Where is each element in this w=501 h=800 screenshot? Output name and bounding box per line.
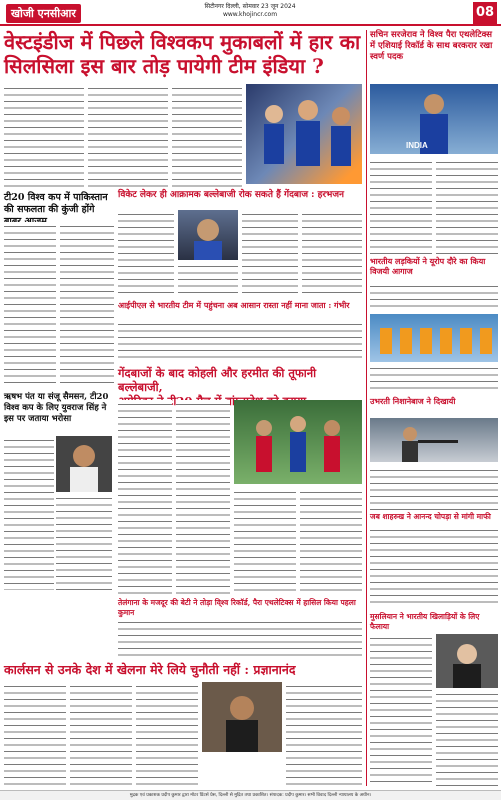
luisitian-figure [436, 634, 498, 688]
kohli-photo [234, 400, 362, 484]
shahrukh-body [370, 526, 498, 608]
pragg-photo [202, 682, 282, 752]
pak-body-col1 [4, 222, 56, 386]
sachin-body-col1 [370, 158, 432, 254]
luisitian-body-col2 [436, 690, 498, 786]
luisitian-photo [436, 634, 498, 688]
shooting-photo [370, 418, 498, 462]
pak-body-col2 [60, 222, 114, 386]
wicket-body-col3 [242, 210, 298, 296]
lead-headline-line2: सिलसिला इस बार तोड़ पायेगी टीम इंडिया ? [4, 54, 324, 78]
sachin-body-col2 [436, 158, 498, 254]
kohli-body-col1 [118, 400, 172, 596]
hockey-body-col2 [370, 364, 498, 394]
right-column-divider [366, 30, 367, 786]
carlsen-body-col4 [286, 682, 362, 786]
lead-headline [4, 30, 362, 78]
ipl-headline: आईपीएल से भारतीय टीम में पहुंचना अब आसान रास्ता नहीं माना जाता : गंभीर [118, 300, 350, 310]
carlsen-body-col1 [4, 682, 66, 786]
lead-photo-players [246, 84, 362, 184]
luisitian-headline: मुसलियान ने भारतीय खिलाड़ियों के लिए फैलाया [370, 612, 480, 631]
sachin-photo-caption: INDIA [406, 141, 428, 150]
rishabh-body-col1 [4, 436, 54, 590]
shooting-body [370, 466, 498, 510]
hockey-players [370, 314, 498, 362]
lead-body-col2 [88, 84, 168, 188]
page-footer: मुद्रक एवं प्रकाशक प्रदीप कुमार द्वारा मोटर प्रिंटर्स प्रेस, दिल्ली से मुद्रित तथा प्रकाशित। संपादक: प्रदीप कुमार। सभी विवाद दिल्ली न्यायालय के अधीन। [0, 790, 501, 800]
carlsen-headline: कार्लसन से उनके देश में खेलना मेरे लिये चुनौती नहीं : प्रज्ञानानंद [4, 662, 296, 677]
lead-body-col3 [172, 84, 242, 188]
wicket-body-col2 [178, 262, 238, 296]
shahrukh-headline: जब शाहरुख ने आनन्द चोपड़ा से मांगी माफी [370, 512, 491, 521]
luisitian-body-col1 [370, 634, 432, 786]
carlsen-body-col2 [70, 682, 132, 786]
harbhajan-figure [178, 210, 238, 260]
header-dateline [150, 3, 350, 19]
carlsen-body-col3 [136, 682, 198, 786]
page-number: 08 [473, 2, 497, 24]
rishabh-body-col2 [56, 494, 112, 590]
lead-headline-line1: वेस्टइंडीज में पिछले विश्वकप मुकाबलों में हार का [4, 30, 361, 54]
lead-photo [246, 84, 362, 184]
telangana-body [118, 618, 362, 658]
kohli-body-col2 [176, 400, 230, 596]
shooter-figure [370, 418, 498, 462]
yuvraj-figure [56, 436, 112, 492]
wicket-body-col1 [118, 210, 174, 296]
kohli-body-col3 [234, 488, 296, 596]
ipl-body [118, 320, 362, 362]
yuvraj-photo [56, 436, 112, 492]
pak-headline: टी20 विश्व कप में पाकिस्तान की सफलता की कुंजी होंगे [4, 192, 108, 215]
hockey-body [370, 282, 498, 312]
telangana-headline: तेलंगाना के मजदूर की बेटी ने तोड़ा वि्श्व रिकॉर्ड, पैरा एथलेटिक्स में हासिल किया पहला कुमान [118, 598, 356, 617]
wicket-body-col4 [302, 210, 362, 296]
masthead: खोजी एनसीआर [6, 4, 81, 23]
hockey-photo [370, 314, 498, 362]
shooting-headline: उभरती निशानेबाज ने दिखायी [370, 396, 456, 406]
sachin-figure [370, 84, 498, 154]
sachin-photo [370, 84, 498, 154]
kohli-players [234, 400, 362, 484]
rishabh-headline: ऋषभ पंत या संजू सैमसन, टी20 विश्व कप के लिए युवराज सिंह ने इस पर जताया भरोसा [4, 392, 109, 424]
wicket-headline: विकेट लेकर ही आक्रामक बल्लेबाजी रोक सकते हैं गेंदबाज : हरभजन [118, 190, 345, 200]
page-header [0, 0, 501, 26]
sachin-headline: सचिन सरजेराव ने विश्व पैरा एथलेटिक्स में एशियाई रिकॉर्ड के साथ बरकरार रखा स्वर्ण पदक [370, 30, 493, 62]
pragg-figure [202, 682, 282, 752]
date-line: सिटीनगर दिल्ली, सोमवार 23 जून 2024 [204, 3, 296, 10]
harbhajan-photo [178, 210, 238, 260]
lead-body-col1 [4, 84, 84, 188]
kohli-body-col4 [300, 488, 362, 596]
kohli-headline-line1: गेंदबाजों के बाद कोहली और हरमीत की तूफानी बल्लेबाजी, [118, 366, 317, 394]
tagline: www.khojincr.com [222, 11, 278, 18]
hockey-headline: भारतीय लड़कियों ने यूरोप दौरे का किया विजयी आगाज [370, 256, 486, 276]
